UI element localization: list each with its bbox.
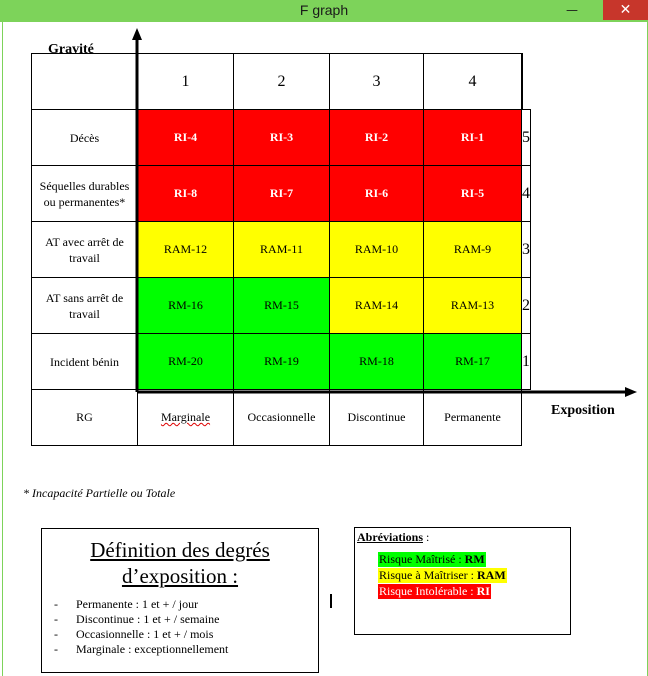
severity-label: Décès (31, 109, 138, 166)
document-canvas (2, 22, 648, 676)
abbreviations-box (354, 527, 571, 635)
definition-item: - Marginale : exceptionnellement (54, 642, 229, 656)
minimize-button[interactable]: — (566, 3, 578, 17)
severity-label: AT avec arrêt de travail (31, 221, 138, 278)
y-axis-label: Gravité (48, 42, 94, 57)
abbreviation-ram: Risque à Maîtriser : RAM (379, 568, 506, 582)
severity-label: AT sans arrêt de travail (31, 277, 138, 334)
close-button[interactable]: ✕ (603, 0, 648, 20)
definitions-title (42, 537, 318, 589)
risk-cell: RM-16 (137, 277, 234, 334)
risk-cell: RAM-9 (423, 221, 522, 278)
x-axis-arrowhead (625, 387, 637, 397)
definitions-list (42, 597, 318, 657)
title-bar (0, 0, 648, 22)
severity-number: 5 (521, 109, 531, 166)
definition-item: - Occasionnelle : 1 et + / mois (54, 627, 214, 641)
column-header: 1 (137, 53, 234, 110)
severity-label: Séquelles durables ou permanentes* (31, 165, 138, 222)
column-header: 4 (423, 53, 522, 110)
abbreviation-ri: Risque Intolérable : RI (379, 584, 490, 598)
column-header: 3 (329, 53, 424, 110)
exposure-label: Permanente (423, 389, 522, 446)
y-axis-arrowhead (132, 28, 142, 40)
risk-cell: RAM-13 (423, 277, 522, 334)
definitions-title-line2: d’exposition : (121, 564, 239, 588)
x-axis-label: Exposition (551, 403, 615, 418)
text-cursor (330, 594, 332, 608)
risk-cell: RM-17 (423, 333, 522, 390)
exposure-label: Discontinue (329, 389, 424, 446)
risk-cell: RAM-11 (233, 221, 330, 278)
risk-cell: RI-5 (423, 165, 522, 222)
severity-number: 1 (521, 333, 531, 390)
exposure-label: Occasionnelle (233, 389, 330, 446)
risk-cell: RI-3 (233, 109, 330, 166)
corner-label: RG (31, 389, 138, 446)
risk-cell: RM-15 (233, 277, 330, 334)
exposure-label-text: Marginale (160, 410, 211, 424)
risk-cell: RM-19 (233, 333, 330, 390)
definition-item: - Discontinue : 1 et + / semaine (54, 612, 220, 626)
definition-item: - Permanente : 1 et + / jour (54, 597, 199, 611)
definitions-title-line1: Définition des degrés (90, 538, 270, 562)
severity-number: 4 (521, 165, 531, 222)
risk-cell: RAM-10 (329, 221, 424, 278)
severity-number: 2 (521, 277, 531, 334)
risk-cell: RI-4 (137, 109, 234, 166)
risk-cell: RM-20 (137, 333, 234, 390)
severity-number: 3 (521, 221, 531, 278)
severity-label: Incident bénin (31, 333, 138, 390)
footnote: * Incapacité Partielle ou Totale (23, 486, 176, 500)
abbreviation-rm: Risque Maîtrisé : RM (379, 552, 485, 566)
risk-cell: RI-6 (329, 165, 424, 222)
column-header: 2 (233, 53, 330, 110)
risk-cell: RI-1 (423, 109, 522, 166)
risk-cell: RI-2 (329, 109, 424, 166)
window-title: F graph (299, 2, 349, 18)
definitions-box (41, 528, 319, 673)
risk-cell: RAM-12 (137, 221, 234, 278)
risk-cell: RAM-14 (329, 277, 424, 334)
risk-cell: RI-7 (233, 165, 330, 222)
risk-cell: RI-8 (137, 165, 234, 222)
risk-cell: RM-18 (329, 333, 424, 390)
abbreviations-title: Abréviations : (357, 530, 430, 544)
